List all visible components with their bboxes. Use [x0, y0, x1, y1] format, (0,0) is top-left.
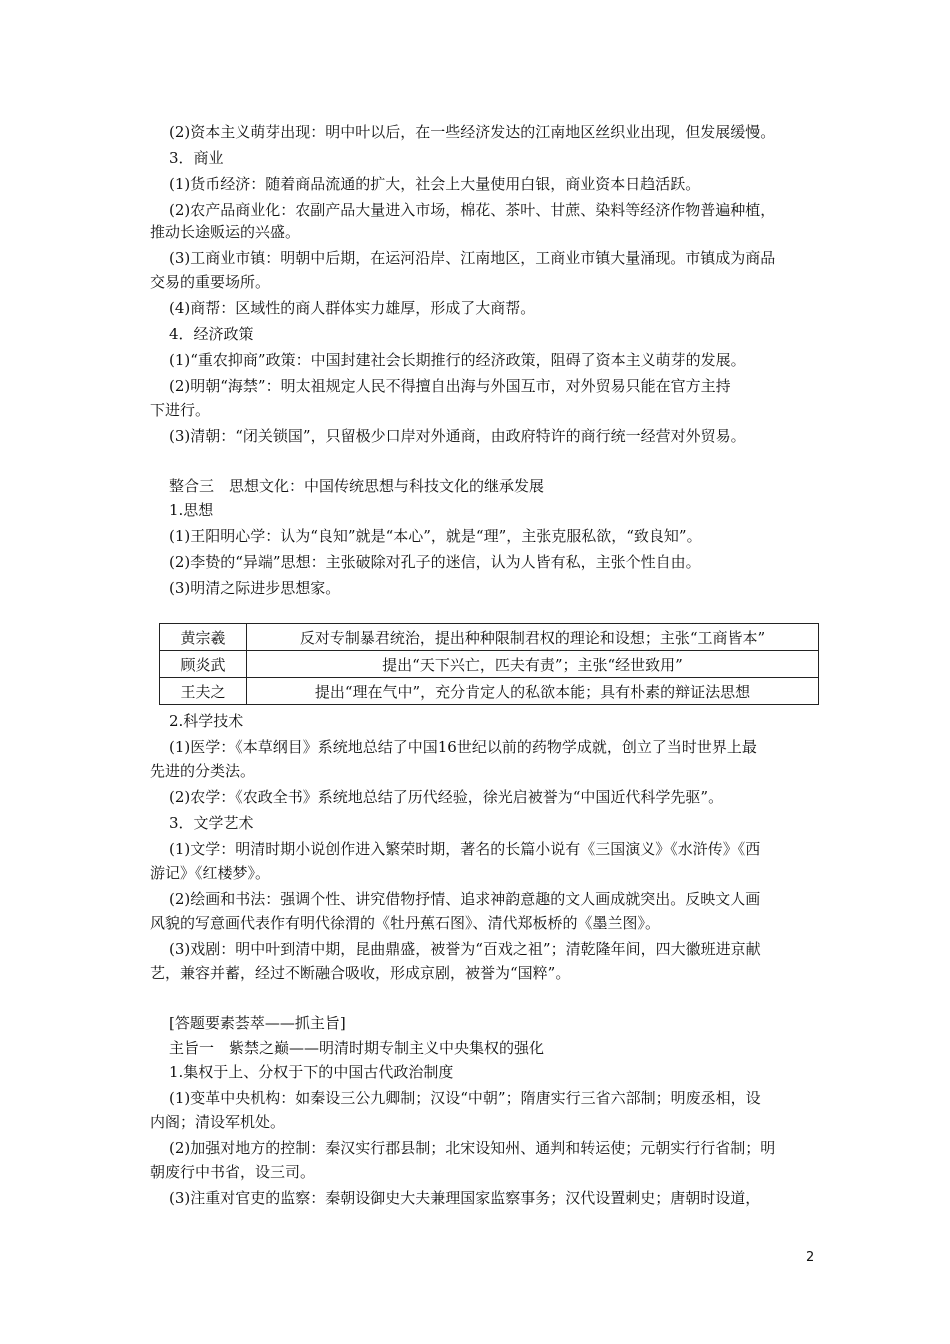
text-line: (3)明清之际进步思想家。 [169, 579, 341, 597]
text-line: 4．经济政策 [169, 325, 254, 343]
text-line: (1)文学：明清时期小说创作进入繁荣时期，著名的长篇小说有《三国演义》《水浒传》《西 [169, 840, 761, 858]
text-line: [答题要素荟萃——抓主旨] [169, 1014, 346, 1032]
table-row [160, 624, 819, 651]
thinker-name: 顾炎武 [160, 651, 247, 678]
text-line: 1.思想 [169, 501, 214, 519]
thinker-name: 王夫之 [160, 678, 247, 705]
thinker-desc: 反对专制暴君统治，提出种种限制君权的理论和设想；主张“工商皆本” [247, 624, 819, 651]
text-line: (3)工商业市镇：明朝中后期，在运河沿岸、江南地区，工商业市镇大量涌现。市镇成为商品 [169, 249, 776, 267]
thinkers-table [159, 623, 819, 705]
text-line: 3．商业 [169, 149, 224, 167]
text-line: 下进行。 [150, 401, 211, 419]
text-line: 整合三 思想文化：中国传统思想与科技文化的继承发展 [169, 477, 545, 495]
text-line: (1)王阳明心学：认为“良知”就是“本心”，就是“理”，主张克服私欲，“致良知”。 [169, 527, 702, 545]
text-line: (3)清朝：“闭关锁国”，只留极少口岸对外通商，由政府特许的商行统一经营对外贸易。 [169, 427, 746, 445]
text-line: 先进的分类法。 [150, 762, 256, 780]
text-line: 内阁；清设军机处。 [150, 1113, 286, 1131]
table-row [160, 651, 819, 678]
text-line: 游记》《红楼梦》。 [150, 864, 271, 882]
thinker-desc: 提出“理在气中”，充分肯定人的私欲本能；具有朴素的辩证法思想 [247, 678, 819, 705]
text-line: (2)加强对地方的控制：秦汉实行郡县制；北宋设知州、通判和转运使；元朝实行行省制；明 [169, 1139, 776, 1157]
text-line: (2)明朝“海禁”：明太祖规定人民不得擅自出海与外国互市，对外贸易只能在官方主持 [169, 377, 731, 395]
table-row [160, 678, 819, 705]
text-line: (1)变革中央机构：如秦设三公九卿制；汉设“中朝”；隋唐实行三省六部制；明废丞相，设 [169, 1089, 761, 1107]
text-line: 推动长途贩运的兴盛。 [150, 223, 301, 241]
text-line: 朝废行中书省，设三司。 [150, 1163, 316, 1181]
text-line: 主旨一 紫禁之巅——明清时期专制主义中央集权的强化 [169, 1039, 545, 1057]
page-number: 2 [806, 1250, 815, 1265]
text-line: (1)“重农抑商”政策：中国封建社会长期推行的经济政策，阻碍了资本主义萌芽的发展。 [169, 351, 746, 369]
text-line: (2)农产品商业化：农副产品大量进入市场，棉花、茶叶、甘蔗、染料等经济作物普遍种植， [169, 201, 776, 219]
text-line: (1)医学：《本草纲目》系统地总结了中国16世纪以前的药物学成就，创立了当时世界上最 [169, 738, 757, 756]
text-line: 1.集权于上、分权于下的中国古代政治制度 [169, 1063, 454, 1081]
text-line: (2)绘画和书法：强调个性、讲究借物抒情、追求神韵意趣的文人画成就突出。反映文人画 [169, 890, 761, 908]
text-line: 风貌的写意画代表作有明代徐渭的《牡丹蕉石图》、清代郑板桥的《墨兰图》。 [150, 914, 661, 932]
text-line: (3)注重对官吏的监察：秦朝设御史大夫兼理国家监察事务；汉代设置刺史；唐朝时设道， [169, 1189, 761, 1207]
text-line: 3．文学艺术 [169, 814, 254, 832]
text-line: (2)资本主义萌芽出现：明中叶以后，在一些经济发达的江南地区丝织业出现，但发展缓慢。 [169, 123, 776, 141]
text-line: (2)农学：《农政全书》系统地总结了历代经验，徐光启被誉为“中国近代科学先驱”。 [169, 788, 724, 806]
text-line: (3)戏剧：明中叶到清中期，昆曲鼎盛，被誉为“百戏之祖”；清乾隆年间，四大徽班进京献 [169, 940, 761, 958]
text-line: (1)货币经济：随着商品流通的扩大，社会上大量使用白银，商业资本日趋活跃。 [169, 175, 701, 193]
text-line: (2)李贽的“异端”思想：主张破除对孔子的迷信，认为人皆有私，主张个性自由。 [169, 553, 701, 571]
text-line: (4)商帮：区域性的商人群体实力雄厚，形成了大商帮。 [169, 299, 536, 317]
thinker-desc: 提出“天下兴亡，匹夫有责”；主张“经世致用” [247, 651, 819, 678]
text-line: 交易的重要场所。 [150, 273, 271, 291]
text-line: 2.科学技术 [169, 712, 244, 730]
thinker-name: 黄宗羲 [160, 624, 247, 651]
text-line: 艺，兼容并蓄，经过不断融合吸收，形成京剧，被誉为“国粹”。 [150, 964, 571, 982]
